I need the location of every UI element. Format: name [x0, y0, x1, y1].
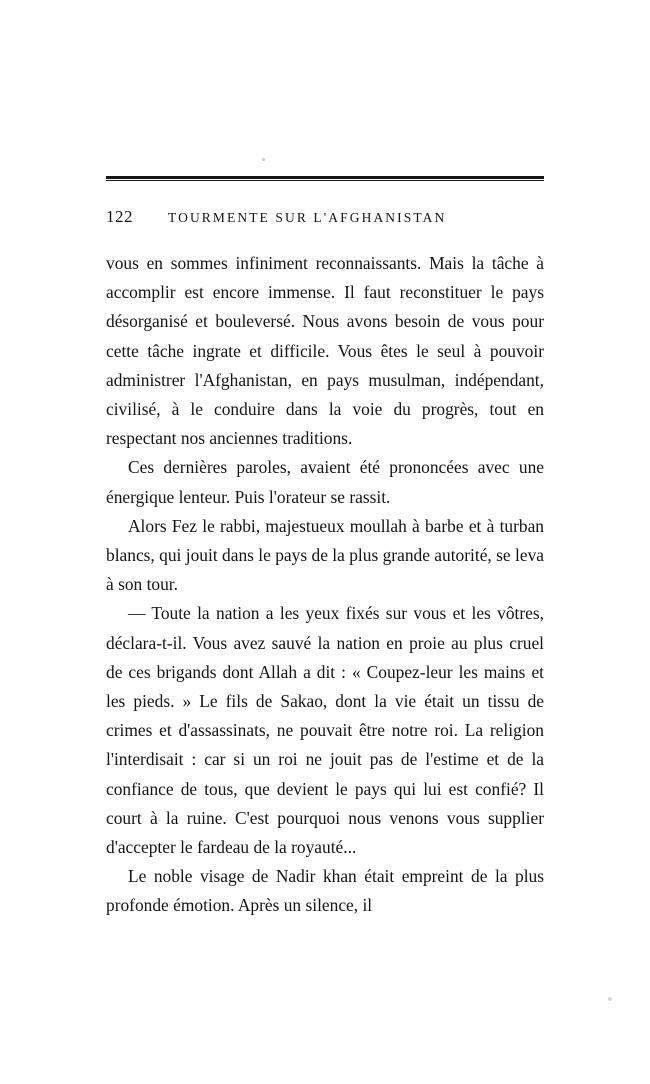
page-header [106, 207, 544, 227]
paragraph: Ces dernières paroles, avaient été prononcées avec une énergique lenteur. Puis l'orateur se rassit. [106, 457, 544, 507]
page-number: 122 [106, 207, 133, 226]
paper-speck [262, 158, 265, 161]
page-content [106, 176, 544, 921]
paragraph: Le noble visage de Nadir khan était empreint de la plus profonde émotion. Après un silence, il [106, 866, 544, 916]
paper-speck [608, 997, 612, 1001]
running-title: TOURMENTE SUR L'AFGHANISTAN [168, 210, 447, 225]
paragraph: vous en sommes infiniment reconnaissants. Mais la tâche à accomplir est encore immense. Il faut reconstituer le pays désorganisé et bouleversé. Nous avons besoin de vous pour cette tâche ingrate et difficile. Vous êtes le seul à pouvoir administrer l'Afghanistan, en pays musulman, indépendant, civilisé, à le conduire dans la voie du progrès, tout en respectant nos anciennes traditions. [106, 253, 544, 449]
header-rule [106, 176, 544, 181]
paragraph: Alors Fez le rabbi, majestueux moullah à barbe et à turban blancs, qui jouit dans le pays de la plus grande autorité, se leva à son tour. [106, 515, 544, 595]
paragraph: — Toute la nation a les yeux fixés sur vous et les vôtres, déclara-t-il. Vous avez sauvé la nation en proie au plus cruel de ces brigands dont Allah a dit : « Coupez-leur les mains et les pieds. » Le fils de Sakao, dont la vie était un tissu de crimes et d'assassinats, ne pouvait être notre roi. La religion l'interdisait : car si un roi ne jouit pas de l'estime et de la confiance de tous, que devient le pays qui lui est confié? Il court à la ruine. C'est pourquoi nous venons vous supplier d'accepter le fardeau de la royauté... [106, 603, 544, 858]
